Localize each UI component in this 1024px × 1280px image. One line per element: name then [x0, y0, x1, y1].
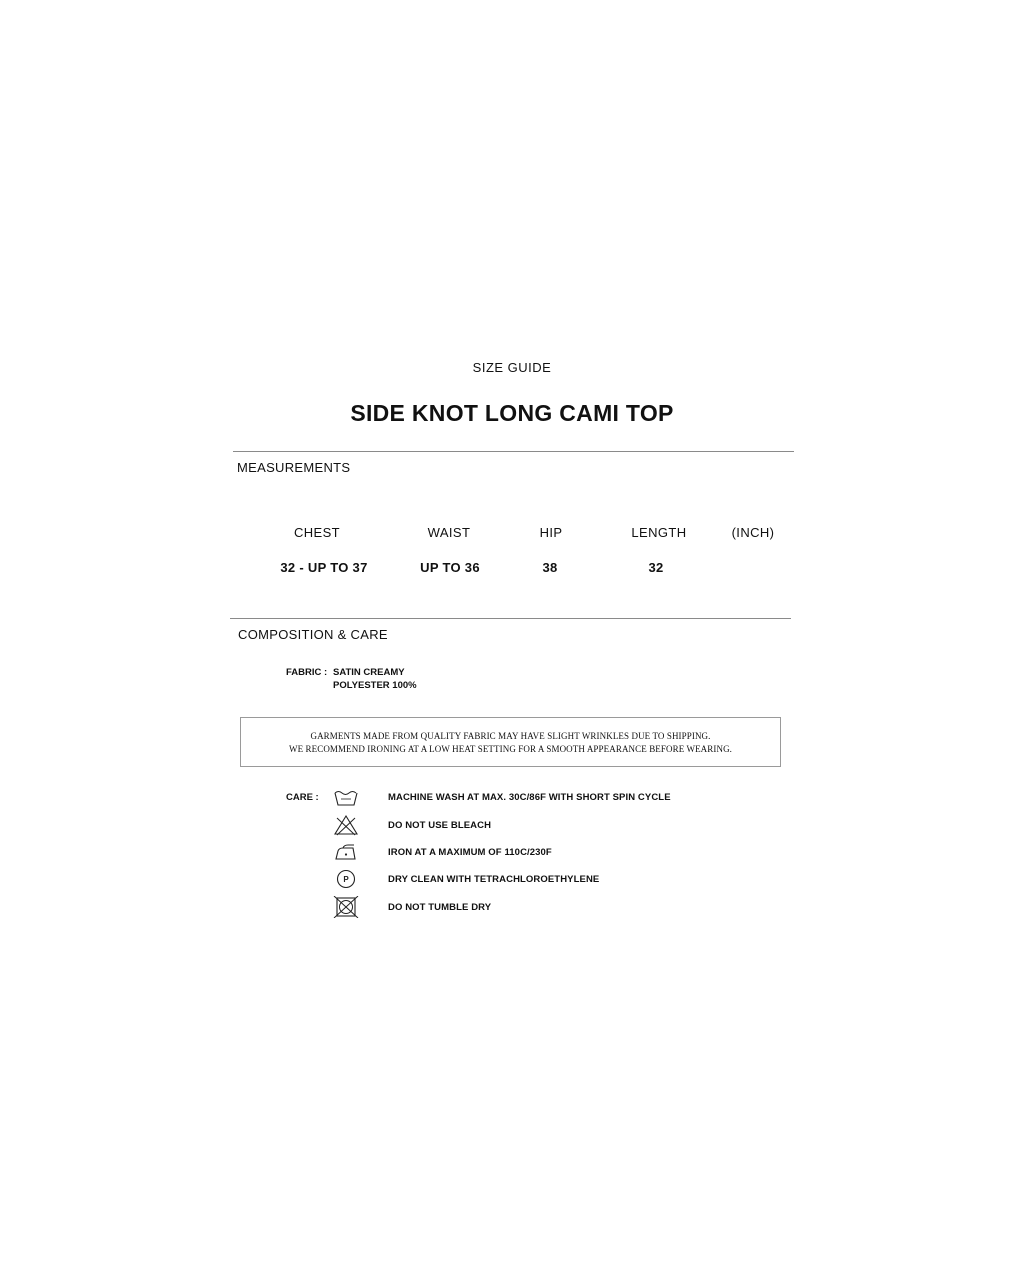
measurements-heading: MEASUREMENTS	[237, 460, 351, 475]
dry-clean-p-icon	[332, 868, 360, 890]
fabric-line: SATIN CREAMY	[333, 667, 405, 678]
iron-low-icon	[332, 841, 360, 863]
column-header-length: LENGTH	[631, 525, 687, 540]
notice-line: GARMENTS MADE FROM QUALITY FABRIC MAY HAVE SLIGHT WRINKLES DUE TO SHIPPING.	[310, 731, 711, 741]
care-instruction: IRON AT A MAXIMUM OF 110C/230F	[388, 847, 552, 858]
divider	[233, 451, 794, 452]
care-instruction: DRY CLEAN WITH TETRACHLOROETHYLENE	[388, 874, 600, 885]
dry-clean-letter: P	[343, 875, 349, 884]
notice-line: WE RECOMMEND IRONING AT A LOW HEAT SETTING FOR A SMOOTH APPEARANCE BEFORE WEARING.	[288, 743, 733, 754]
page-title: SIDE KNOT LONG CAMI TOP	[350, 400, 674, 426]
unit-label: (INCH)	[731, 525, 775, 540]
care-instruction: DO NOT TUMBLE DRY	[388, 902, 492, 913]
column-header-hip: HIP	[539, 525, 563, 540]
composition-care-heading: COMPOSITION & CARE	[238, 627, 388, 642]
care-label: CARE :	[286, 792, 319, 803]
hip-value: 38	[542, 560, 558, 575]
care-instruction: MACHINE WASH AT MAX. 30C/86F WITH SHORT SPIN CYCLE	[388, 792, 671, 803]
shipping-notice-box	[240, 717, 781, 767]
page-kicker: SIZE GUIDE	[472, 360, 552, 375]
no-bleach-icon	[332, 814, 360, 836]
column-header-waist: WAIST	[427, 525, 471, 540]
fabric-line: POLYESTER 100%	[333, 680, 417, 691]
length-value: 32	[648, 560, 664, 575]
no-tumble-dry-icon	[332, 896, 360, 918]
column-header-chest: CHEST	[293, 525, 341, 540]
wash-30-icon	[332, 786, 360, 808]
divider	[230, 618, 791, 619]
waist-value: UP TO 36	[420, 560, 480, 575]
care-instruction: DO NOT USE BLEACH	[388, 820, 492, 831]
fabric-label: FABRIC :	[286, 667, 328, 678]
chest-value: 32 - UP TO 37	[280, 560, 368, 575]
